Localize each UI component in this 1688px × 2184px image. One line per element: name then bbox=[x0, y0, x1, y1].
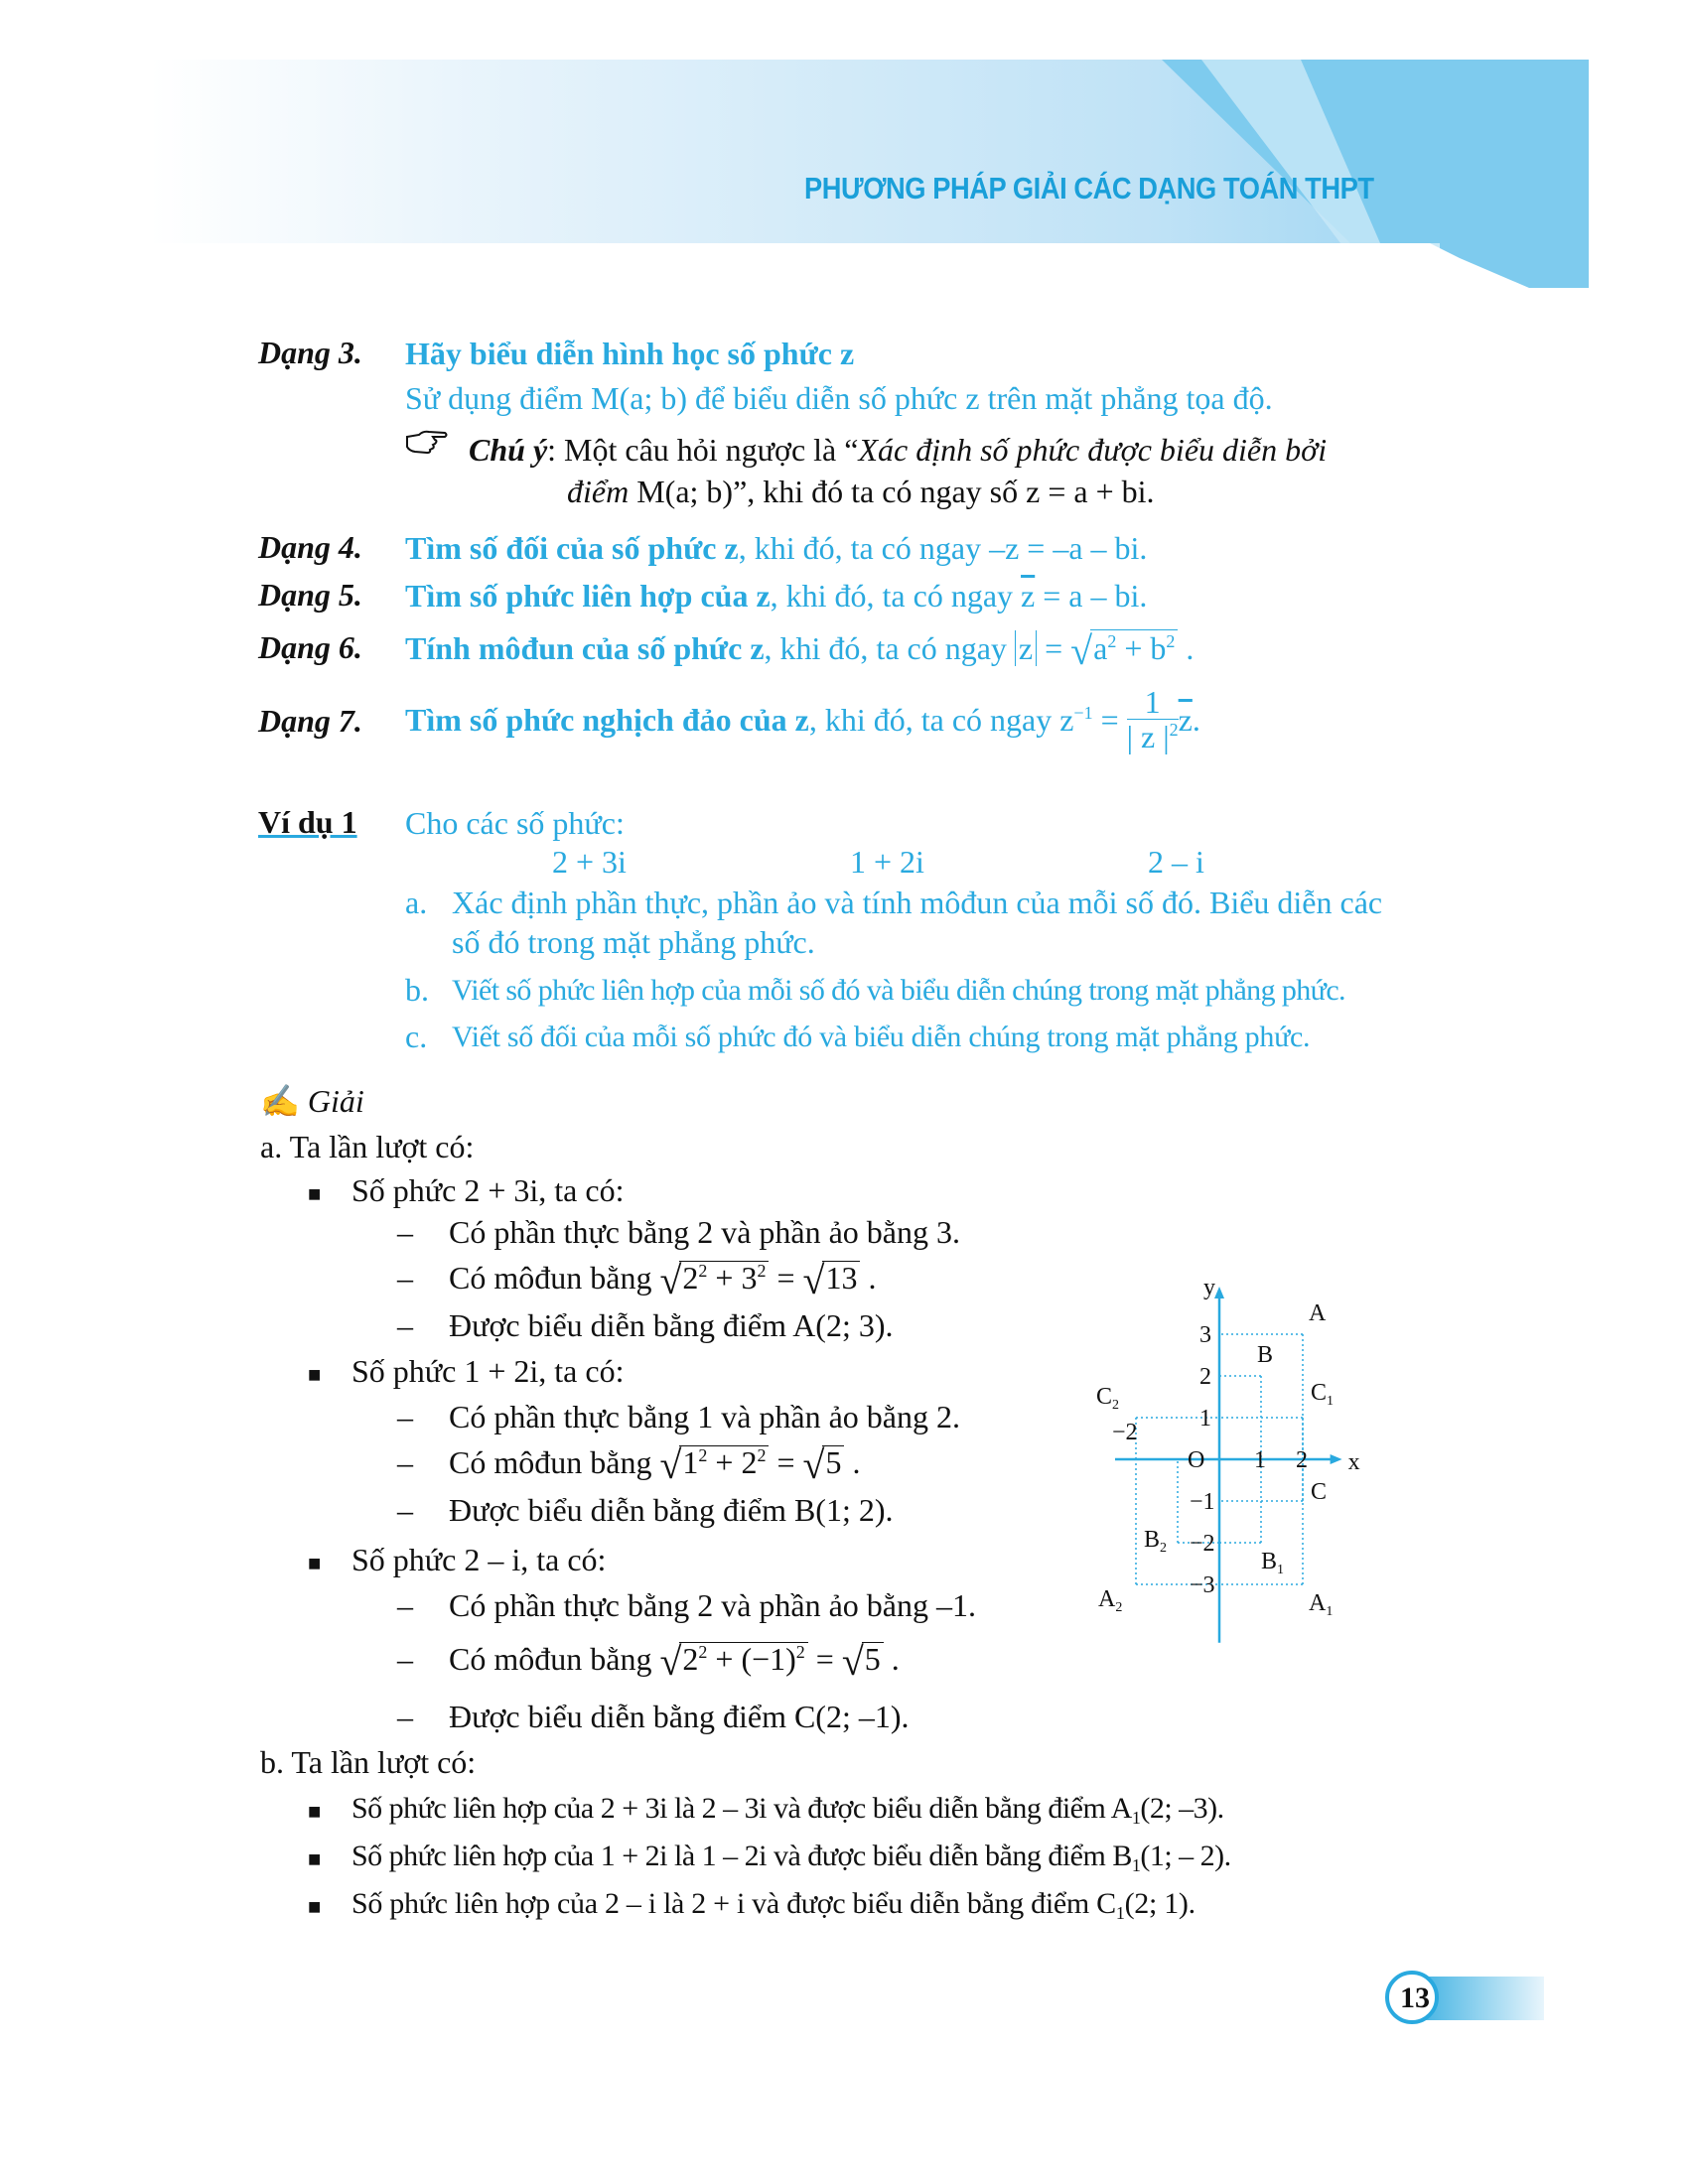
pb1-post: (2; –3). bbox=[1140, 1792, 1224, 1825]
example-c-text: Viết số đối của mỗi số phức đó và biểu diễn chúng trong mặt phẳng phức. bbox=[452, 1021, 1311, 1053]
dang3-label: Dạng 3. bbox=[258, 335, 362, 370]
dang6-title: Tính môđun của số phức z bbox=[405, 630, 765, 666]
b3-line1: – Có phần thực bằng 2 và phần ảo bằng –1. bbox=[397, 1587, 976, 1623]
dang7-title: Tìm số phức nghịch đảo của z bbox=[405, 702, 809, 738]
note-text-2: M(a; b)”, khi đó ta có ngay số z = a + bi. bbox=[629, 474, 1155, 509]
b1-line1-text: Có phần thực bằng 2 và phần ảo bằng 3. bbox=[449, 1214, 960, 1250]
x-axis-label: x bbox=[1347, 1449, 1360, 1475]
pb3-sub: 1 bbox=[1115, 1903, 1125, 1923]
dang4-title: Tìm số đối của số phức z bbox=[405, 530, 739, 566]
pb-bullet-1 bbox=[308, 1789, 321, 1831]
bullet-square-icon: ■ bbox=[308, 1799, 322, 1824]
point-label-b1: $B_1$ bbox=[1261, 1549, 1285, 1577]
b3-line3: – Được biểu diễn bằng điểm C(2; –1). bbox=[397, 1699, 910, 1734]
b2-result: 5 bbox=[822, 1445, 844, 1478]
dang7-den: | z | bbox=[1126, 719, 1170, 755]
example-b-label: b. bbox=[405, 972, 429, 1008]
pb-bullet-2 bbox=[308, 1837, 321, 1878]
b3-line1-text: Có phần thực bằng 2 và phần ảo bằng –1. bbox=[449, 1587, 976, 1623]
pb2-post: (1; – 2). bbox=[1140, 1840, 1231, 1872]
y-axis-label: y bbox=[1203, 1275, 1215, 1300]
note-italic-1: Xác định số phức được biểu diễn bởi bbox=[858, 432, 1328, 468]
dang4-line bbox=[405, 529, 1147, 567]
bullet-2 bbox=[308, 1352, 321, 1394]
dang6-label: Dạng 6. bbox=[258, 629, 362, 665]
dang4-label: Dạng 4. bbox=[258, 529, 362, 565]
example-intro: Cho các số phức: bbox=[405, 805, 625, 841]
point-label-subscript: 2 bbox=[1160, 1541, 1168, 1556]
note-italic-2: điểm bbox=[567, 474, 630, 509]
dang6-end: . bbox=[1178, 630, 1195, 666]
dang6-text: , khi đó, ta có ngay bbox=[764, 630, 1015, 666]
solution-header bbox=[260, 1082, 364, 1120]
b3-rad-2: (−1) bbox=[741, 1641, 796, 1677]
b2-line1-text: Có phần thực bằng 1 và phần ảo bằng 2. bbox=[449, 1399, 960, 1434]
pb3-pre: Số phức liên hợp của 2 – i là 2 + i và được biểu diễn bằng điểm C bbox=[352, 1887, 1116, 1920]
point-label-subscript: 2 bbox=[1115, 1600, 1123, 1615]
dang6-line: Tính môđun của số phức z, khi đó, ta có ngay $z = √a^2 + b^2$ . bbox=[405, 628, 1195, 673]
point-label-c: C bbox=[1311, 1479, 1328, 1505]
pb1-sub: 1 bbox=[1131, 1808, 1141, 1828]
dang7-text: , khi đó, ta có ngay z bbox=[808, 702, 1074, 738]
bullet-square-icon: ■ bbox=[308, 1362, 322, 1387]
x-axis-arrow-icon bbox=[1331, 1454, 1342, 1464]
dang3-title: Hãy biểu diễn hình học số phức z bbox=[405, 336, 855, 371]
part-b-heading: b. Ta lần lượt có: bbox=[260, 1744, 477, 1780]
y-tick-label: 3 bbox=[1199, 1322, 1211, 1348]
dang5-label: Dạng 5. bbox=[258, 577, 362, 613]
bullet-square-icon: ■ bbox=[308, 1894, 322, 1919]
dang6-abs-z: z bbox=[1015, 630, 1037, 666]
note-label: Chú ý bbox=[469, 432, 548, 468]
b2-rad-2: 2 bbox=[741, 1444, 758, 1480]
b2-line3: – Được biểu diễn bằng điểm B(1; 2). bbox=[397, 1492, 894, 1528]
dang5-text2: = a – bi. bbox=[1035, 578, 1148, 614]
b1-line3: – Được biểu diễn bằng điểm A(2; 3). bbox=[397, 1307, 894, 1343]
y-tick-label: −3 bbox=[1190, 1572, 1215, 1598]
note-text-1: : Một câu hỏi ngược là “ bbox=[547, 432, 859, 468]
bullet-3 bbox=[308, 1541, 321, 1582]
example-label: Ví dụ 1 bbox=[258, 804, 357, 840]
bullet-3-text: Số phức 2 – i, ta có: bbox=[352, 1542, 607, 1577]
dang6-exp-a: 2 bbox=[1107, 631, 1117, 651]
point-label-subscript: 2 bbox=[1112, 1398, 1120, 1413]
bullet-2-text: Số phức 1 + 2i, ta có: bbox=[352, 1353, 625, 1389]
bullet-1-text: Số phức 2 + 3i, ta có: bbox=[352, 1172, 625, 1208]
dang7-eq: = bbox=[1092, 702, 1127, 738]
pb-bullet-3 bbox=[308, 1884, 321, 1926]
header-title: PHƯƠNG PHÁP GIẢI CÁC DẠNG TOÁN THPT bbox=[804, 171, 1374, 205]
y-tick-label: 1 bbox=[1199, 1406, 1211, 1432]
b3-result: 5 bbox=[862, 1642, 884, 1675]
dang7-exp: −1 bbox=[1073, 703, 1093, 723]
dang6-rad-b: b bbox=[1150, 630, 1167, 666]
dang7-num: 1 bbox=[1127, 685, 1179, 720]
y-axis-arrow-icon bbox=[1214, 1287, 1224, 1298]
example-number-3: 2 – i bbox=[1148, 844, 1204, 880]
b1-rad-1: 2 bbox=[682, 1260, 699, 1296]
dang5-title: Tìm số phức liên hợp của z bbox=[405, 578, 771, 614]
b2-line2: – Có môđun bằng $√1^2 + 2^2 = √5$ . bbox=[397, 1442, 861, 1487]
origin-label: O bbox=[1188, 1447, 1205, 1473]
dang3-note-line2 bbox=[567, 473, 1155, 510]
x-tick-label: −2 bbox=[1112, 1420, 1138, 1445]
dang7-label: Dạng 7. bbox=[258, 703, 362, 739]
b2-line3-text: Được biểu diễn bằng điểm B(1; 2). bbox=[449, 1492, 894, 1528]
page-number: 13 bbox=[1400, 1981, 1430, 2014]
dang7-zbar: $\overline{z}$ bbox=[1178, 702, 1193, 738]
example-a-line1: Xác định phần thực, phần ảo và tính môđun của mỗi số đó. Biểu diễn các bbox=[452, 885, 1383, 920]
y-tick-label: 2 bbox=[1199, 1364, 1211, 1390]
y-tick-label: −1 bbox=[1190, 1489, 1215, 1515]
example-number-1: 2 + 3i bbox=[552, 844, 627, 880]
part-a-heading: a. Ta lần lượt có: bbox=[260, 1129, 475, 1164]
b1-line2: – Có môđun bằng $√2^2 + 3^2 = √13$ . bbox=[397, 1258, 877, 1302]
dang7-fraction bbox=[1127, 685, 1179, 753]
pb-line-2 bbox=[352, 1839, 1231, 1874]
b2-line1: – Có phần thực bằng 1 và phần ảo bằng 2. bbox=[397, 1399, 960, 1434]
dang6-exp-b: 2 bbox=[1166, 631, 1176, 651]
bullet-1 bbox=[308, 1171, 321, 1213]
example-c-label: c. bbox=[405, 1019, 428, 1054]
pointing-hand-icon bbox=[405, 427, 449, 463]
b2-rad-1: 1 bbox=[682, 1444, 699, 1480]
bullet-square-icon: ■ bbox=[308, 1181, 322, 1206]
b1-line2-text: Có môđun bằng bbox=[449, 1260, 660, 1296]
b3-line2-text: Có môđun bằng bbox=[449, 1641, 660, 1677]
dang5-text: , khi đó, ta có ngay bbox=[770, 578, 1022, 614]
dang6-plus: + bbox=[1116, 630, 1151, 666]
dang4-text: , khi đó, ta có ngay –z = –a – bi. bbox=[738, 530, 1148, 566]
dang6-rad-a: a bbox=[1093, 630, 1108, 666]
pb-line-3 bbox=[352, 1886, 1196, 1922]
point-label-c2: $C_2$ bbox=[1096, 1384, 1120, 1413]
example-a-label: a. bbox=[405, 885, 428, 920]
b1-line1: – Có phần thực bằng 2 và phần ảo bằng 3. bbox=[397, 1214, 960, 1250]
dang7-end: . bbox=[1192, 702, 1200, 738]
bullet-square-icon: ■ bbox=[308, 1551, 322, 1575]
bullet-square-icon: ■ bbox=[308, 1846, 322, 1871]
point-label-b2: $B_2$ bbox=[1144, 1527, 1168, 1556]
b1-rad-2: 3 bbox=[741, 1260, 758, 1296]
pb3-post: (2; 1). bbox=[1124, 1887, 1196, 1920]
point-label-a1: $A_1$ bbox=[1309, 1590, 1334, 1619]
dang5-line bbox=[405, 577, 1147, 614]
pb2-sub: 1 bbox=[1131, 1855, 1141, 1875]
point-label-subscript: 1 bbox=[1277, 1563, 1285, 1577]
example-b-text: Viết số phức liên hợp của mỗi số đó và biểu diễn chúng trong mặt phẳng phức. bbox=[452, 974, 1345, 1007]
point-label-subscript: 1 bbox=[1327, 1394, 1335, 1409]
point-label-b: B bbox=[1257, 1342, 1274, 1368]
b1-line3-text: Được biểu diễn bằng điểm A(2; 3). bbox=[449, 1307, 894, 1343]
dang7-den-exp: 2 bbox=[1169, 720, 1179, 741]
writing-hand-icon: ✍ bbox=[260, 1083, 300, 1119]
point-label-a: A bbox=[1309, 1300, 1327, 1326]
b1-result: 13 bbox=[822, 1261, 860, 1294]
dang7-line bbox=[405, 685, 1200, 757]
b3-line2: – Có môđun bằng $√2^2 + (-1)^2 = √5$ . bbox=[397, 1639, 900, 1684]
point-label-subscript: 1 bbox=[1326, 1604, 1334, 1619]
pb-line-1 bbox=[352, 1791, 1224, 1827]
dang3-note bbox=[469, 431, 1422, 469]
pb1-pre: Số phức liên hợp của 2 + 3i là 2 – 3i và được biểu diễn bằng điểm A bbox=[352, 1792, 1132, 1825]
x-tick-label: 1 bbox=[1254, 1447, 1266, 1473]
b2-line2-text: Có môđun bằng bbox=[449, 1444, 660, 1480]
example-number-2: 1 + 2i bbox=[850, 844, 924, 880]
y-tick-label: −2 bbox=[1190, 1531, 1215, 1557]
solution-label: Giải bbox=[307, 1083, 364, 1119]
point-label-a2: $A_2$ bbox=[1098, 1586, 1123, 1615]
b3-line3-text: Được biểu diễn bằng điểm C(2; –1). bbox=[449, 1699, 910, 1734]
example-a-line2: số đó trong mặt phẳng phức. bbox=[452, 924, 815, 960]
dang5-zbar: $\overline{z}$ bbox=[1021, 578, 1036, 614]
complex-plane-chart bbox=[1072, 1241, 1400, 1678]
b3-rad-1: 2 bbox=[682, 1641, 699, 1677]
pb2-pre: Số phức liên hợp của 1 + 2i là 1 – 2i và được biểu diễn bằng điểm B bbox=[352, 1840, 1132, 1872]
dang3-desc: Sử dụng điểm M(a; b) để biểu diễn số phức z trên mặt phẳng tọa độ. bbox=[405, 380, 1273, 416]
x-tick-label: 2 bbox=[1296, 1447, 1308, 1473]
dang6-eq: = bbox=[1037, 630, 1071, 666]
point-label-c1: $C_1$ bbox=[1311, 1380, 1335, 1409]
